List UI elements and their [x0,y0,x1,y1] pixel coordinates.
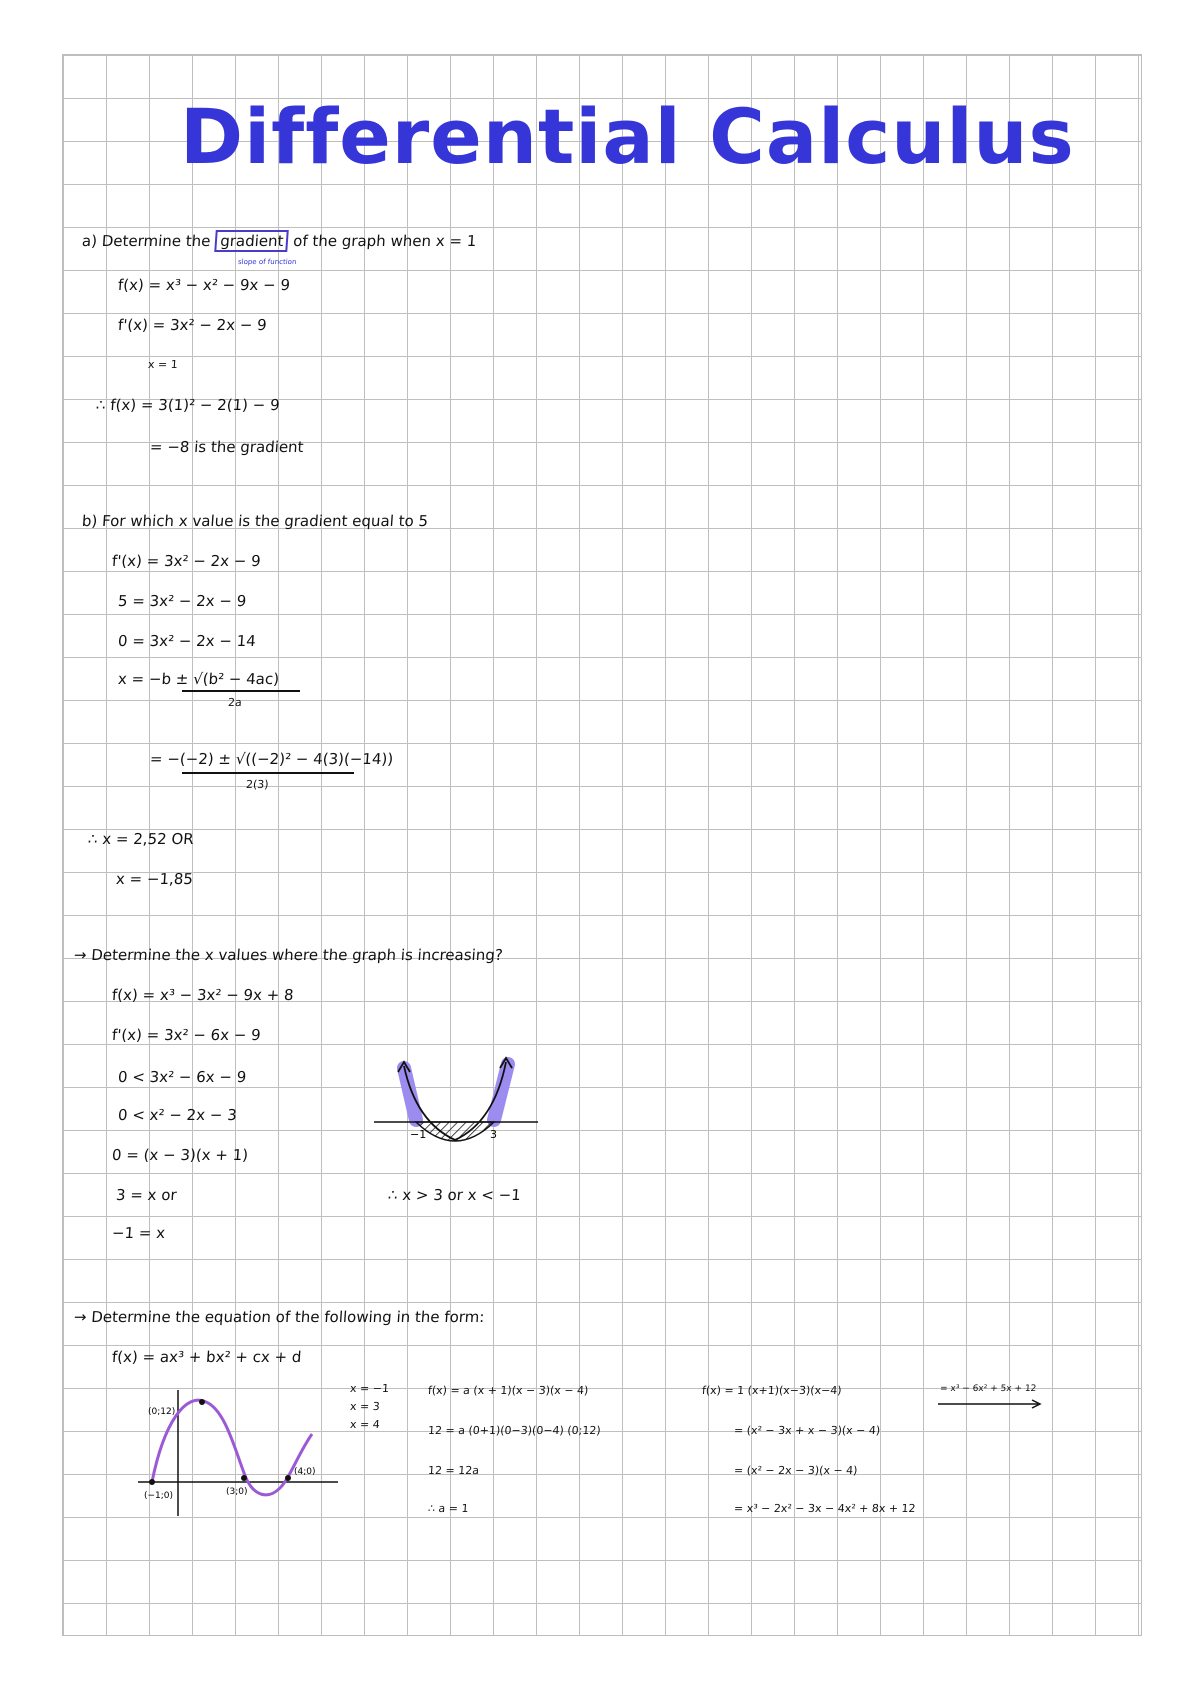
line-b-8: ∴ x = 2,52 OR [87,830,195,848]
line-d-mid-1: f(x) = a (x + 1)(x − 3)(x − 4) [427,1384,589,1397]
line-b-9: x = −1,85 [115,870,194,888]
line-c-4: 0 < x² − 2x − 3 [117,1106,238,1124]
line-a-3: x = 1 [147,358,179,371]
point-marker [199,1399,205,1405]
line-b-3: 0 = 3x² − 2x − 14 [117,632,257,650]
parabola-sketch [370,1048,550,1158]
line-c-1: f(x) = x³ − 3x² − 9x + 8 [111,986,295,1004]
question-a-boxed: gradient [215,230,290,252]
page-title: Differential Calculus [180,92,1075,181]
root-marker-3 [285,1475,291,1481]
line-b-1: f'(x) = 3x² − 2x − 9 [111,552,262,570]
question-a-prefix: a) Determine the [81,232,212,250]
root-3: x = 4 [349,1418,381,1431]
line-a-2: f'(x) = 3x² − 2x − 9 [117,316,268,334]
line-d-right-2: = (x² − 3x + x − 3)(x − 4) [733,1424,881,1437]
line-c-3: 0 < 3x² − 6x − 9 [117,1068,247,1086]
root-1: x = −1 [349,1382,390,1395]
root-label-left: −1 [410,1128,427,1141]
graph-point-label-1: (0;12) [148,1407,176,1417]
line-d-mid-2: 12 = a (0+1)(0−3)(0−4) (0;12) [427,1424,602,1437]
root-marker-1 [149,1479,155,1485]
cubic-sketch [134,1382,346,1520]
fraction-bar-b-2 [182,772,354,774]
line-b-5: 2a [227,696,243,709]
line-d-right-1: f(x) = 1 (x+1)(x−3)(x−4) [701,1384,843,1397]
question-d: → Determine the equation of the following in the form: [73,1308,486,1326]
graph-point-label-2: (−1;0) [144,1491,174,1501]
fraction-bar-b-1 [182,690,300,692]
result-d: = x³ − 6x² + 5x + 12 [939,1384,1037,1394]
line-d-mid-4: ∴ a = 1 [427,1502,469,1515]
form-d: f(x) = ax³ + bx² + cx + d [111,1348,303,1366]
line-d-right-4: = x³ − 2x² − 3x − 4x² + 8x + 12 [733,1502,917,1515]
question-a [81,232,477,250]
result-arrow-icon [938,1398,1046,1410]
conclusion-c: ∴ x > 3 or x < −1 [387,1186,522,1204]
line-a-1: f(x) = x³ − x² − 9x − 9 [117,276,291,294]
line-c-2: f'(x) = 3x² − 6x − 9 [111,1026,262,1044]
root-2: x = 3 [349,1400,381,1413]
root-label-right: 3 [490,1128,497,1141]
line-a-4: ∴ f(x) = 3(1)² − 2(1) − 9 [95,396,281,414]
line-c-6: 3 = x or [115,1186,178,1204]
line-a-5: = −8 is the gradient [149,438,305,456]
line-c-5: 0 = (x − 3)(x + 1) [111,1146,249,1164]
line-b-4: x = −b ± √(b² − 4ac) [117,670,280,688]
line-c-7: −1 = x [111,1224,166,1242]
line-d-mid-3: 12 = 12a [427,1464,480,1477]
question-c: → Determine the x values where the graph is increasing? [73,946,504,964]
root-marker-2 [241,1475,247,1481]
note-a: slope of function [237,258,297,266]
line-b-2: 5 = 3x² − 2x − 9 [117,592,247,610]
line-b-7: 2(3) [245,778,270,791]
line-b-6: = −(−2) ± √((−2)² − 4(3)(−14)) [149,750,394,768]
question-b: b) For which x value is the gradient equal to 5 [81,512,429,530]
question-a-suffix: of the graph when x = 1 [292,232,477,250]
line-d-right-3: = (x² − 2x − 3)(x − 4) [733,1464,858,1477]
graph-point-label-4: (4;0) [294,1467,316,1477]
graph-point-label-3: (3;0) [226,1487,248,1497]
